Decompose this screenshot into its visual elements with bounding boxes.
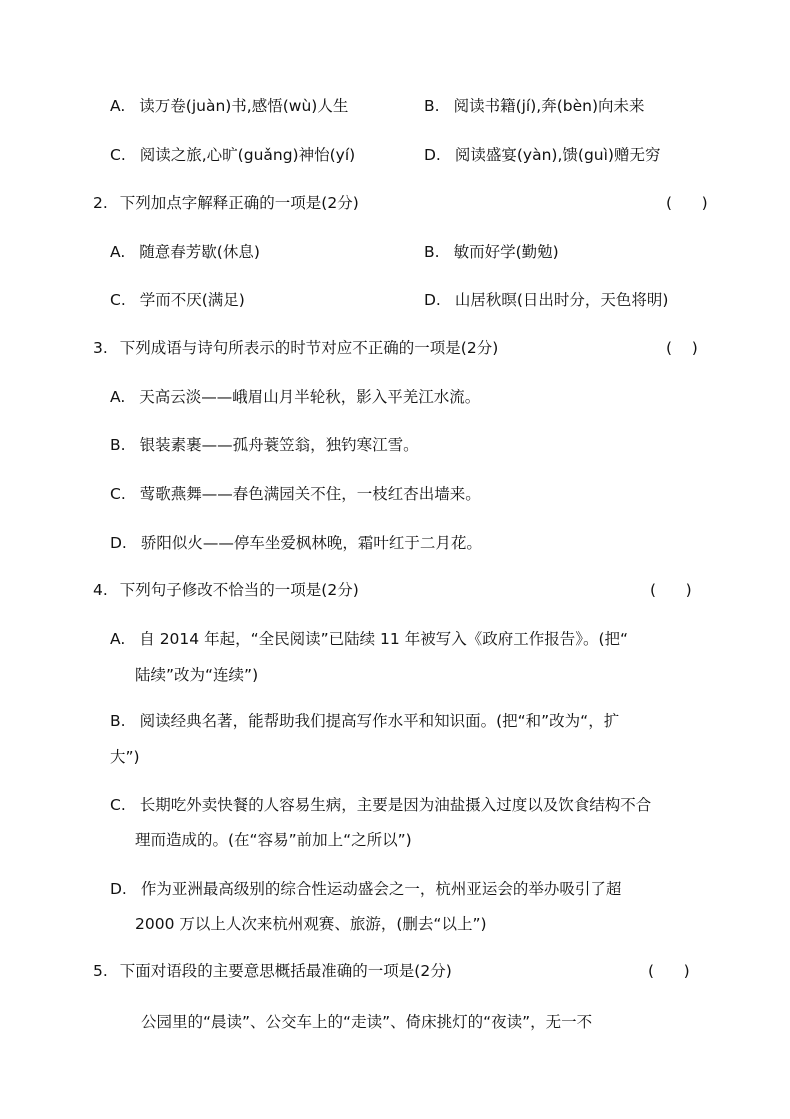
q3-option-b: B. 银装素裹——孤舟蓑笠翁，独钓寒江雪。: [110, 436, 419, 454]
q3-option-c: C. 莺歌燕舞——春色满园关不住，一枝红杏出墙来。: [110, 485, 481, 503]
q3-option-a: A. 天高云淡——峨眉山月半轮秋，影入平羌江水流。: [110, 388, 481, 406]
q4-stem: 4. 下列句子修改不恰当的一项是(2分): [93, 581, 359, 599]
q3-answer-paren: ( ): [666, 339, 698, 357]
q2-option-d: D. 山居秋暝(日出时分，天色将明): [424, 291, 669, 309]
q2-option-a: A. 随意春芳歇(休息): [110, 243, 260, 261]
q5-passage: 公园里的“晨读”、公交车上的“走读”、倚床挑灯的“夜读”，无一不: [141, 1013, 593, 1031]
q1-option-a: A. 读万卷(juàn)书,感悟(wù)人生: [110, 97, 349, 115]
q4-option-c: C. 长期吃外卖快餐的人容易生病，主要是因为油盐摄入过度以及饮食结构不合: [110, 796, 652, 814]
q2-option-c: C. 学而不厌(满足): [110, 291, 245, 309]
q4-option-b-cont: 大”): [110, 748, 140, 766]
q2-option-b: B. 敏而好学(勤勉): [424, 243, 559, 261]
q4-option-a-cont: 陆续”改为“连续”): [135, 666, 259, 684]
q5-stem: 5. 下面对语段的主要意思概括最准确的一项是(2分): [93, 962, 452, 980]
q1-option-d: D. 阅读盛宴(yàn),馈(guì)赠无穷: [424, 146, 661, 164]
q4-option-b: B. 阅读经典名著，能帮助我们提高写作水平和知识面。(把“和”改为“，扩: [110, 712, 620, 730]
q5-answer-paren: ( ): [648, 962, 690, 980]
q4-option-d: D. 作为亚洲最高级别的综合性运动盛会之一，杭州亚运会的举办吸引了超: [110, 880, 622, 898]
q4-option-c-cont: 理而造成的。(在“容易”前加上“之所以”): [135, 831, 412, 849]
q3-stem: 3. 下列成语与诗句所表示的时节对应不正确的一项是(2分): [93, 339, 499, 357]
q4-option-d-cont: 2000 万以上人次来杭州观赛、旅游，(删去“以上”): [135, 915, 487, 933]
q2-stem: 2. 下列加点字解释正确的一项是(2分): [93, 194, 359, 212]
q1-option-b: B. 阅读书籍(jí),奔(bèn)向未来: [424, 97, 645, 115]
q1-option-c: C. 阅读之旅,心旷(guǎng)神怡(yí): [110, 146, 356, 164]
q4-option-a: A. 自 2014 年起，“全民阅读”已陆续 11 年被写入《政府工作报告》。(把“: [110, 630, 629, 648]
q3-option-d: D. 骄阳似火——停车坐爱枫林晚，霜叶红于二月花。: [110, 534, 482, 552]
q4-answer-paren: ( ): [650, 581, 692, 599]
q2-answer-paren: ( ): [666, 194, 708, 212]
